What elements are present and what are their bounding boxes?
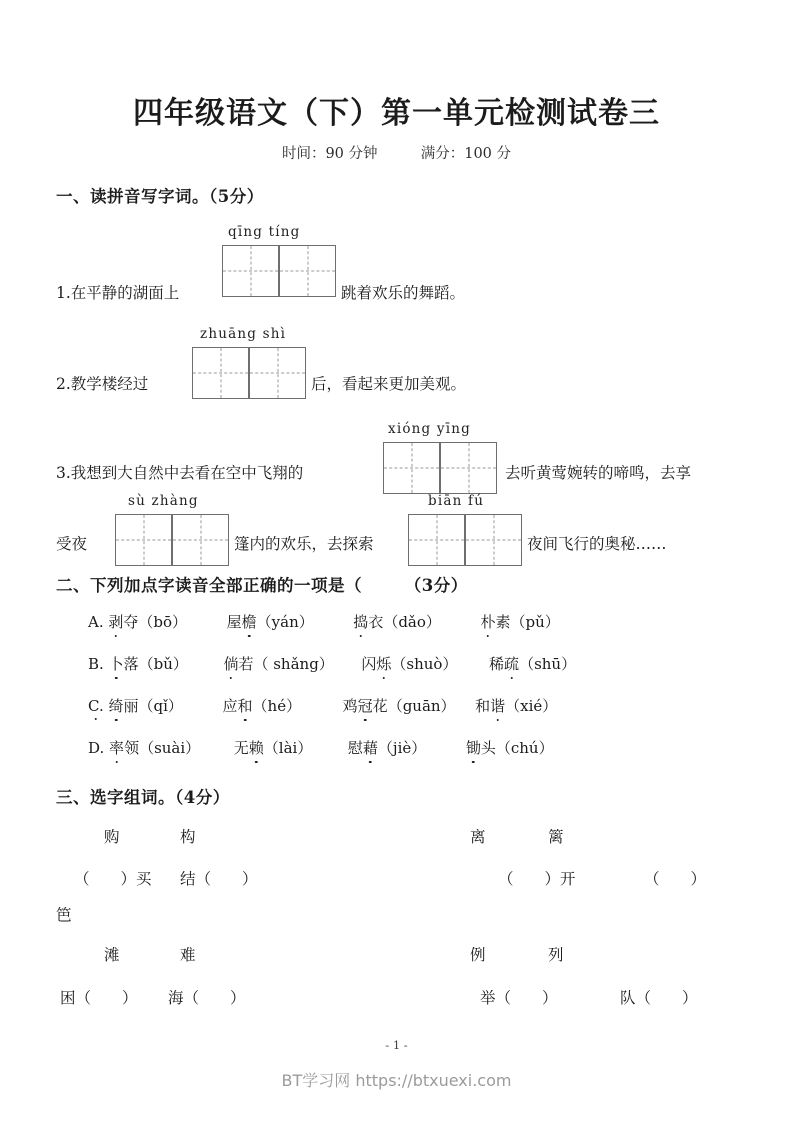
blank-li-ba-overflow: 笆 [56,906,72,924]
option-b-item-4 [489,655,576,673]
time-limit: 时间：90 分钟 [281,146,378,162]
option-c-item-4 [475,697,557,715]
tianzige-cell[interactable] [383,442,440,494]
word-head: 和 [475,697,491,715]
blank-dui-lie[interactable]: 队（ ） [620,989,698,1007]
question-3-number: 3. [56,464,71,482]
pinyin-reading: （chú） [495,739,554,757]
select-char-nan: 难 [180,946,196,964]
option-c-label: C. [88,697,104,715]
blank-li-kai[interactable]: （ ）开 [498,870,576,888]
option-c-item-1 [109,697,183,715]
question-1-lead [56,281,179,303]
word-tail: 丽 [123,697,139,715]
select-char-tan: 滩 [104,946,120,964]
pinyin-reading: （bǔ） [138,655,188,673]
dotted-char: 烁 [376,655,392,673]
option-c-item-2 [223,697,302,715]
dotted-char: 谐 [490,697,506,715]
question-2-number: 2. [56,375,71,393]
choice-option-d[interactable] [88,737,554,758]
option-d-label: D. [88,739,105,757]
page-number: - 1 - [385,1038,408,1052]
choice-option-b[interactable] [88,653,576,674]
option-b-item-1 [109,655,188,673]
tianzige-cell[interactable] [279,245,336,297]
question-2-text: 教学楼经过 [70,375,149,393]
pinyin-reading: （bō） [138,613,188,631]
select-char-li-example: 例 [470,946,486,964]
question-2-tail: 后，看起来更加美观。 [311,375,467,393]
option-a-label: A. [88,613,104,631]
question-3-line2-lead: 受夜 [56,535,88,553]
pinyin-bianfu: biān fú [428,493,485,509]
pinyin-reading: （guān） [387,697,456,715]
word-tail: 素 [495,613,511,631]
select-char-li-2: 篱 [548,828,564,846]
option-b-label: B. [88,655,104,673]
pinyin-reading: （dǎo） [383,613,441,631]
option-b-item-2 [223,655,333,673]
tianzige-cell[interactable] [222,245,279,297]
pinyin-zhuangshi: zhuāng shì [200,326,287,342]
tianzige-cell[interactable] [408,514,465,566]
pinyin-reading: （xié） [505,697,558,715]
dotted-char: 和 [237,697,253,715]
pinyin-reading: （shū） [519,655,577,673]
question-3-tail: 夜间飞行的奥秘…… [527,535,667,553]
answer-box-qingting[interactable] [222,245,336,297]
option-d-item-2 [234,739,313,757]
question-2-lead [56,372,148,394]
word-tail: 若 [238,655,254,673]
word-head: 屋 [226,613,242,631]
pinyin-reading: （lài） [263,739,313,757]
word-tail: 头 [480,739,496,757]
tianzige-cell[interactable] [249,347,306,399]
word-head: 闪 [361,655,377,673]
answer-box-xiongying[interactable] [383,442,497,494]
total-score: 满分：100 分 [420,146,512,162]
pinyin-qingting: qīng tíng [228,224,301,240]
exam-meta [0,142,793,163]
question-3-mid-2: 篷内的欢乐，去探索 [234,535,374,553]
option-d-item-1 [109,739,200,757]
option-d-item-3 [348,739,426,757]
dotted-char: 剥 [108,613,124,631]
tianzige-cell[interactable] [440,442,497,494]
watermark: BT学习网 https://btxuexi.com [281,1071,512,1090]
dotted-char: 冠 [357,697,373,715]
option-c-item-3 [343,697,456,715]
option-a-item-2 [227,613,314,631]
blank-hai-tan[interactable]: 海（ ） [168,989,246,1007]
page-title: 四年级语文（下）第一单元检测试卷三 [133,96,660,131]
answer-box-bianfu[interactable] [408,514,522,566]
word-head: 应 [222,697,238,715]
pinyin-reading: （shuò） [391,655,458,673]
pinyin-reading: （suài） [139,739,201,757]
pinyin-reading: （ shǎng） [253,655,334,673]
option-b-item-3 [361,655,457,673]
select-char-gou-1: 购 [104,828,120,846]
pinyin-xiongying: xióng yīng [388,421,471,437]
dotted-char: 朴 [480,613,496,631]
pinyin-reading: （yán） [256,613,314,631]
question-3-text: 我想到大自然中去看在空中飞翔的 [70,464,304,482]
tianzige-cell[interactable] [115,514,172,566]
tianzige-cell[interactable] [172,514,229,566]
blank-kun-nan[interactable]: 困（ ） [60,989,138,1007]
choice-option-a[interactable] [88,611,560,632]
word-head: 稀 [489,655,505,673]
word-tail: 领 [124,739,140,757]
option-d-item-4 [466,739,554,757]
dotted-char: 率 [109,739,125,757]
option-a-item-1 [108,613,187,631]
dotted-char: 绮 [108,697,124,715]
word-head: 无 [233,739,249,757]
dotted-char: 锄 [465,739,481,757]
blank-gou-mai[interactable]: （ ）买 [74,870,152,888]
dotted-char: 疏 [504,655,520,673]
select-char-gou-2: 构 [180,828,196,846]
blank-ju-li[interactable]: 举（ ） [480,989,558,1007]
blank-li-ba[interactable]: （ ） [644,870,707,888]
word-tail: 花 [372,697,388,715]
question-1-tail: 跳着欢乐的舞蹈。 [341,284,466,302]
dotted-char: 赖 [248,739,264,757]
word-tail: 夺 [123,613,139,631]
tianzige-cell[interactable] [465,514,522,566]
pinyin-reading: （qǐ） [138,697,183,715]
pinyin-reading: （jiè） [377,739,427,757]
dotted-char: 檐 [241,613,257,631]
pinyin-suzhang: sù zhàng [128,493,199,509]
question-3-lead [56,461,303,483]
question-1-number: 1. [56,284,71,302]
word-tail: 落 [123,655,139,673]
dotted-char: 藉 [362,739,378,757]
question-3-mid-1: 去听黄莺婉转的啼鸣，去享 [505,464,692,482]
choice-option-c[interactable] [88,695,557,716]
word-tail: 衣 [368,613,384,631]
option-a-item-3 [353,613,441,631]
answer-box-zhuangshi[interactable] [192,347,306,399]
word-head: 鸡 [342,697,358,715]
dotted-char: 卜 [108,655,124,673]
section-3-heading: 三、选字组词。（4分） [56,788,230,807]
pinyin-reading: （pǔ） [510,613,560,631]
blank-jie-gou[interactable]: 结（ ） [180,870,258,888]
tianzige-cell[interactable] [192,347,249,399]
question-1-text: 在平静的湖面上 [70,284,180,302]
select-char-lie: 列 [548,946,564,964]
option-a-item-4 [480,613,559,631]
dotted-char: 倘 [223,655,239,673]
dotted-char: 捣 [353,613,369,631]
pinyin-reading: （hé） [252,697,302,715]
section-2-heading: 二、下列加点字读音全部正确的一项是（ （3分） [56,576,468,595]
select-char-li-1: 离 [470,828,486,846]
section-1-heading: 一、读拼音写字词。（5分） [56,187,264,206]
word-head: 慰 [347,739,363,757]
answer-box-suzhang[interactable] [115,514,229,566]
